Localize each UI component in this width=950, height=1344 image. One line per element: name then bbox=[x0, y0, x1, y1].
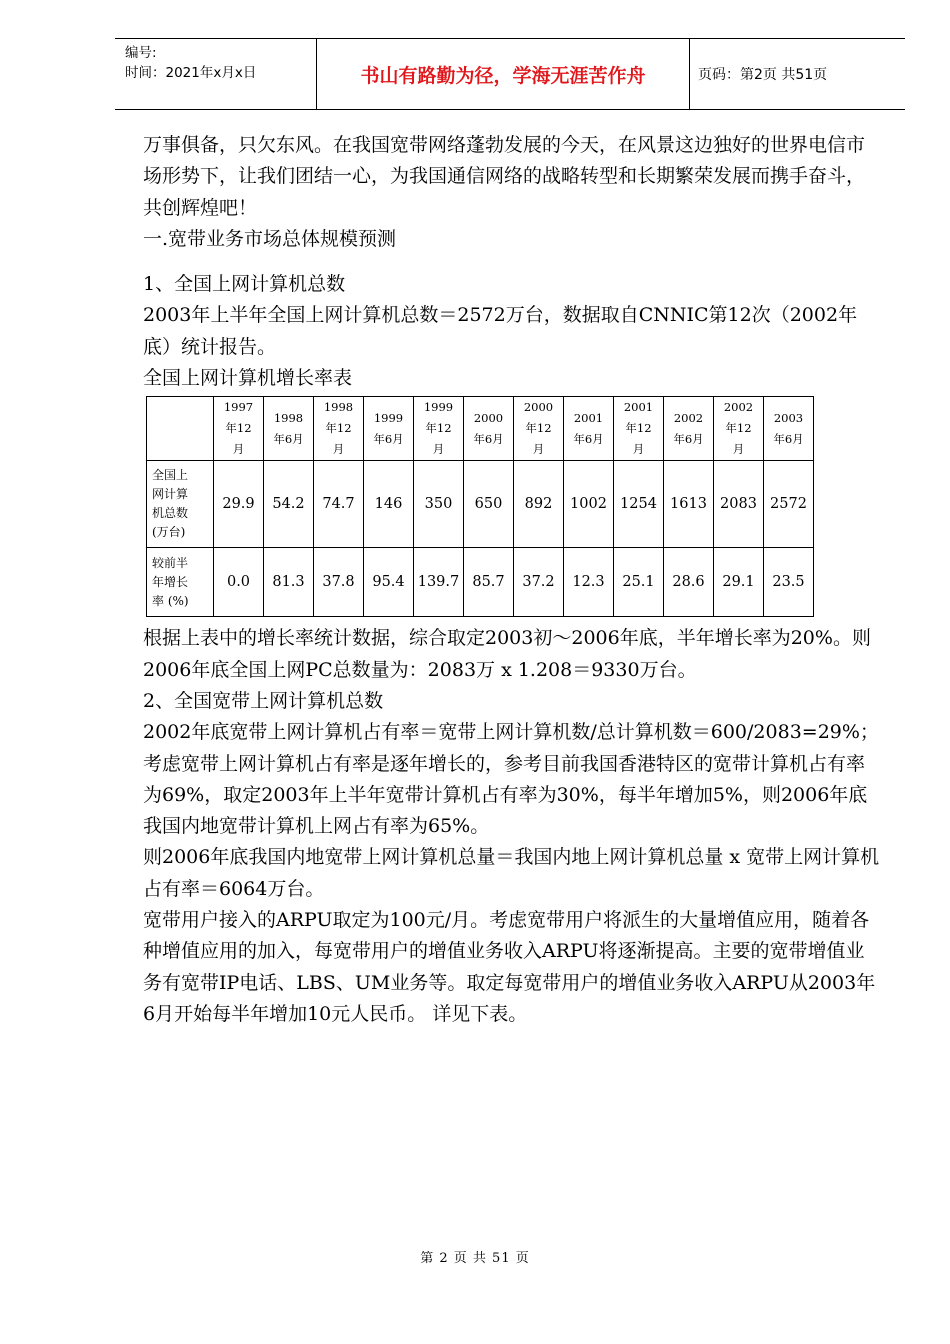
table-header-cell-line: 年6月 bbox=[673, 431, 704, 446]
section-title: 一.宽带业务市场总体规模预测 bbox=[143, 227, 397, 250]
table-header-cell-line: 月 bbox=[232, 442, 245, 457]
table-row-label bbox=[147, 548, 214, 617]
subsection-2-text: 2002年底宽带上网计算机占有率＝宽带上网计算机数/总计算机数＝600/2083=29%；考虑宽带上网计算机占有率是逐年增长的，参考目前我国香港特区的宽带计算机占有率为69%，取定2003年上半年宽带计算机占有率为30%，每半年增加5%，则2006年底我国内地宽带计算机上网占有率为65%。 bbox=[143, 721, 879, 838]
table-header-cell-line: 年6月 bbox=[473, 431, 504, 446]
table-row-label-line: 全国上 bbox=[152, 468, 189, 483]
table-header-cell bbox=[364, 397, 414, 461]
table-cell: 139.7 bbox=[414, 548, 464, 617]
table-header-cell-line: 2002 bbox=[723, 400, 754, 415]
table-header-cell bbox=[664, 397, 714, 461]
table-header-cell-line: 2003 bbox=[773, 410, 804, 425]
table-header-cell-line: 年6月 bbox=[573, 431, 604, 446]
table-header-cell bbox=[464, 397, 514, 461]
table-header-cell-line: 年12 bbox=[425, 421, 452, 436]
header-page-number: 页码：第2页 共51页 bbox=[698, 67, 828, 83]
page-header bbox=[115, 38, 905, 110]
table-header-cell-line: 月 bbox=[432, 442, 445, 457]
subsection-1-text: 2003年上半年全国上网计算机总数＝2572万台，数据取自CNNIC第12次（2002年底）统计报告。 bbox=[143, 304, 858, 358]
table-cell: 650 bbox=[464, 461, 514, 548]
table-header-cell-line: 年6月 bbox=[273, 431, 304, 446]
table-header-cell-line: 1998 bbox=[273, 410, 304, 425]
table-header-cell-line: 年12 bbox=[625, 421, 652, 436]
page-footer: 第 2 页 共 51 页 bbox=[420, 1251, 530, 1266]
table-cell: 1254 bbox=[614, 461, 664, 548]
table-header-cell bbox=[264, 397, 314, 461]
table-cell: 2083 bbox=[714, 461, 764, 548]
table-row-label-line: 机总数 bbox=[152, 506, 189, 521]
table-header-cell bbox=[514, 397, 564, 461]
table-cell: 54.2 bbox=[264, 461, 314, 548]
subsection-title-2: 2、全国宽带上网计算机总数 bbox=[143, 689, 384, 712]
table-header-cell-line: 2002 bbox=[673, 410, 704, 425]
table-header-cell-line: 年12 bbox=[725, 421, 752, 436]
table-header-cell-line: 1999 bbox=[423, 400, 454, 415]
table-header-cell-line: 2001 bbox=[623, 400, 654, 415]
table-caption: 全国上网计算机增长率表 bbox=[143, 367, 353, 390]
table-header-cell-line: 1999 bbox=[373, 410, 404, 425]
table-row-label-line: 率 (%) bbox=[152, 593, 189, 608]
after-table-paragraph: 根据上表中的增长率统计数据，综合取定2003初～2006年底，半年增长率为20%。则2006年底全国上网PC总数量为：2083万 x 1.208＝9330万台。 bbox=[143, 627, 871, 681]
table-header-cell-line: 月 bbox=[532, 442, 545, 457]
table-header-cell-line: 2000 bbox=[523, 400, 554, 415]
table-row-label bbox=[147, 461, 214, 548]
table-header-cell-line: 月 bbox=[732, 442, 745, 457]
table-header-cell-line: 1997 bbox=[223, 400, 254, 415]
table-header-cell bbox=[314, 397, 364, 461]
table-cell: 29.9 bbox=[214, 461, 264, 548]
subsection-2-text-2: 则2006年底我国内地宽带上网计算机总量＝我国内地上网计算机总量 x 宽带上网计算机占有率＝6064万台。 bbox=[143, 846, 880, 900]
table-header-cell bbox=[564, 397, 614, 461]
table-header-cell-line: 年6月 bbox=[373, 431, 404, 446]
table-cell: 37.8 bbox=[314, 548, 364, 617]
table-cell: 12.3 bbox=[564, 548, 614, 617]
time-label: 时间：2021年x月x日 bbox=[125, 65, 257, 81]
table-header-cell bbox=[414, 397, 464, 461]
table-header-cell bbox=[214, 397, 264, 461]
table-cell: 29.1 bbox=[714, 548, 764, 617]
table-cell: 74.7 bbox=[314, 461, 364, 548]
table-row-label-line: 较前半 bbox=[152, 555, 189, 570]
table-header-cell-line: 年12 bbox=[525, 421, 552, 436]
arpu-paragraph: 宽带用户接入的ARPU取定为100元/月。考虑宽带用户将派生的大量增值应用，随着各种增值应用的加入，每宽带用户的增值业务收入ARPU将逐渐提高。主要的宽带增值业务有宽带IP电话、LBS、UM业务等。取定每宽带用户的增值业务收入ARPU从2003年6月开始每半年增加10元人民币。 详见下表。 bbox=[143, 909, 876, 1025]
table-cell: 81.3 bbox=[264, 548, 314, 617]
header-motto: 书山有路勤为径，学海无涯苦作舟 bbox=[316, 39, 690, 109]
intro-paragraph: 万事俱备，只欠东风。在我国宽带网络蓬勃发展的今天，在风景这边独好的世界电信市场形势下，让我们团结一心，为我国通信网络的战略转型和长期繁荣发展而携手奋斗，共创辉煌吧！ bbox=[143, 134, 866, 219]
table-header-cell-line: 年12 bbox=[225, 421, 252, 436]
table-header-cell-line: 2001 bbox=[573, 410, 604, 425]
growth-rate-table bbox=[146, 396, 814, 617]
subsection-title-1: 1、全国上网计算机总数 bbox=[143, 273, 346, 296]
table-row-label-line: (万台) bbox=[152, 525, 186, 540]
table-cell: 892 bbox=[514, 461, 564, 548]
table-header-cell bbox=[764, 397, 814, 461]
table-header-cell-line: 月 bbox=[332, 442, 345, 457]
table-row-label-line: 网计算 bbox=[152, 487, 189, 502]
table-header-cell-line: 1998 bbox=[323, 400, 354, 415]
table-cell: 37.2 bbox=[514, 548, 564, 617]
table-row-label-line: 年增长 bbox=[152, 574, 189, 589]
table-cell: 28.6 bbox=[664, 548, 714, 617]
table-row bbox=[147, 461, 814, 548]
table-corner-cell bbox=[147, 397, 214, 461]
table-cell: 1613 bbox=[664, 461, 714, 548]
table-header-row bbox=[147, 397, 814, 461]
table-cell: 2572 bbox=[764, 461, 814, 548]
table-cell: 23.5 bbox=[764, 548, 814, 617]
table-header-cell-line: 月 bbox=[632, 442, 645, 457]
table-cell: 0.0 bbox=[214, 548, 264, 617]
table-cell: 146 bbox=[364, 461, 414, 548]
table-cell: 350 bbox=[414, 461, 464, 548]
table-cell: 1002 bbox=[564, 461, 614, 548]
header-meta bbox=[115, 39, 316, 109]
table-header-cell-line: 2000 bbox=[473, 410, 504, 425]
document-body bbox=[143, 130, 883, 1030]
table-header-cell-line: 年6月 bbox=[773, 431, 804, 446]
table-cell: 85.7 bbox=[464, 548, 514, 617]
table-row bbox=[147, 548, 814, 617]
table-cell: 25.1 bbox=[614, 548, 664, 617]
table-header-cell bbox=[614, 397, 664, 461]
table-header-cell-line: 年12 bbox=[325, 421, 352, 436]
table-cell: 95.4 bbox=[364, 548, 414, 617]
doc-number-label: 编号: bbox=[125, 45, 157, 61]
table-header-cell bbox=[714, 397, 764, 461]
